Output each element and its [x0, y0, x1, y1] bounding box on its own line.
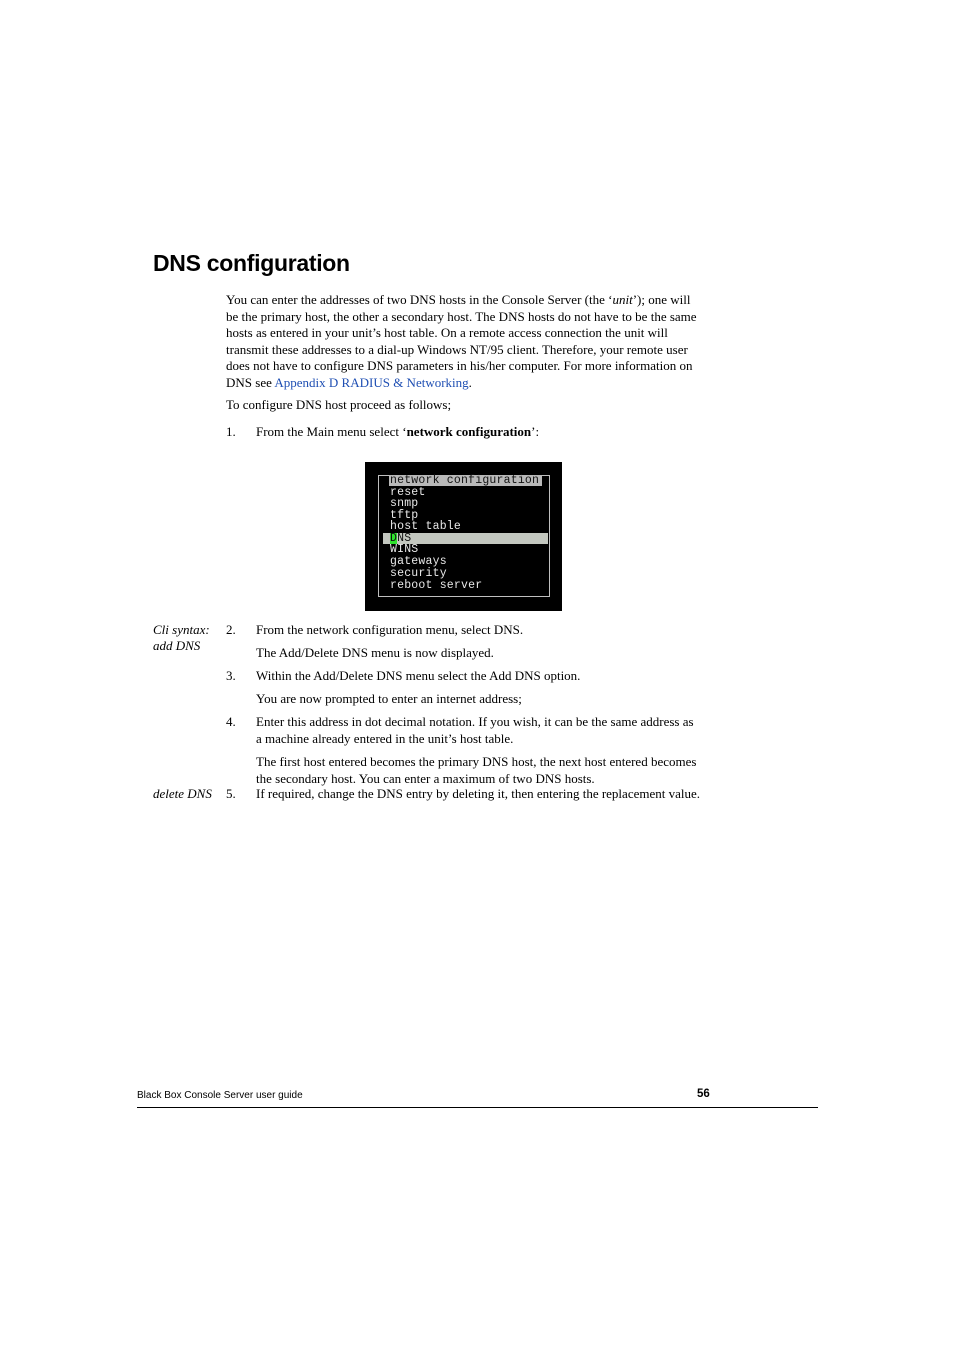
step-4-note: The first host entered becomes the primary DNS host, the next host entered becomes the secondary host. You can enter a maximum of two DNS hosts.	[256, 754, 697, 786]
step-3-text: Within the Add/Delete DNS menu select the Add DNS option.	[256, 668, 581, 683]
footer-guide-title: Black Box Console Server user guide	[137, 1090, 303, 1101]
intro-text-part2: ’); one will be the primary host, the other a secondary host. The DNS hosts do not have to be the same hosts as entered in your unit’s host table. On a remote access connection the unit will transmit these addresses to a dial-up Windows NT/95 client. Therefore, your remote user does not have to configure DNS parameters in his/her computer. For more information on DNS see	[226, 292, 697, 390]
step-2-note: The Add/Delete DNS menu is now displayed.	[256, 645, 494, 660]
network-configuration-term: network configuration	[406, 424, 532, 439]
terminal-menu-item: WINS	[390, 543, 419, 556]
terminal-menu-item: snmp	[390, 497, 419, 510]
margin-note-delete-dns: delete DNS	[153, 786, 212, 801]
step-2-text: From the network configuration menu, select DNS.	[256, 622, 524, 637]
terminal-menu-item: reset	[390, 486, 426, 499]
step-1-text	[256, 424, 702, 441]
page-heading: DNS configuration	[153, 250, 350, 276]
step-5-number: 5.	[226, 786, 236, 801]
margin-note-cli-syntax: Cli syntax:	[153, 622, 210, 637]
intro-text-part1: You can enter the addresses of two DNS hosts in the Console Server (the ‘	[226, 292, 613, 307]
proceed-paragraph: To configure DNS host proceed as follows;	[226, 397, 452, 412]
margin-note-add-dns: add DNS	[153, 638, 201, 653]
step-1-suffix: ’:	[531, 424, 540, 439]
terminal-menu-item: network configuration	[390, 474, 540, 487]
step-1-number: 1.	[226, 424, 236, 439]
footer-divider	[137, 1107, 818, 1108]
unit-term: unit	[612, 292, 633, 307]
terminal-menu-item: gateways	[390, 555, 447, 568]
step-3-number: 3.	[226, 668, 236, 683]
terminal-menu-item: security	[390, 567, 447, 580]
terminal-menu-item-selected: DNS	[390, 532, 412, 545]
terminal-menu-item: host table	[390, 520, 462, 533]
intro-text-part3: .	[468, 374, 472, 390]
step-4-text: Enter this address in dot decimal notation. If you wish, it can be the same address as a machine already entered in the unit’s host table.	[256, 714, 694, 746]
step-3-note: You are now prompted to enter an internet address;	[256, 691, 522, 706]
footer-page-number: 56	[697, 1088, 710, 1100]
terminal-menu-item: reboot server	[390, 579, 483, 592]
terminal-menu-screenshot	[365, 462, 562, 611]
appendix-link[interactable]: Appendix D RADIUS & Networking	[274, 374, 469, 390]
step-5-text: If required, change the DNS entry by deleting it, then entering the replacement value.	[256, 786, 700, 801]
step-1-prefix: From the Main menu select ‘	[256, 424, 407, 439]
step-4-number: 4.	[226, 714, 236, 729]
terminal-menu-item: tftp	[390, 509, 419, 522]
step-2-number: 2.	[226, 622, 236, 637]
intro-paragraph	[226, 292, 701, 391]
